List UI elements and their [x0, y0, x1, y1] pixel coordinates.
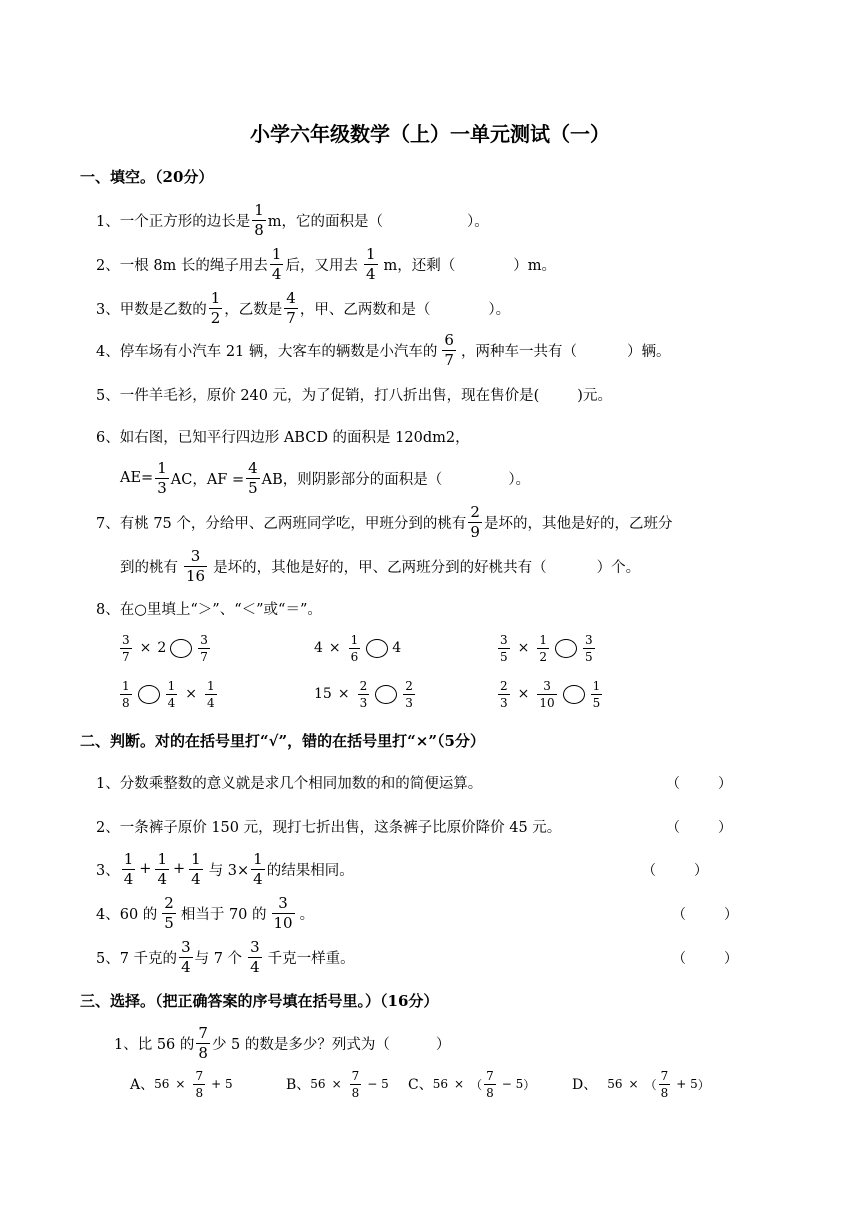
numerator: 1	[157, 849, 167, 868]
q-text: AB，则阴影部分的面积是（	[261, 471, 443, 488]
q-text: 是坏的，其他是好的，甲、乙两班分到的好桃共有（	[213, 559, 547, 576]
q-text: m，它的面积是（	[267, 213, 384, 230]
operand: + 5	[676, 1077, 698, 1091]
q-text: 相当于 70 的	[180, 906, 267, 923]
denominator: 8	[195, 1085, 204, 1100]
numerator: 1	[350, 632, 359, 647]
denominator: 4	[191, 869, 201, 888]
times-sign: ×	[185, 686, 198, 702]
denominator: 4	[250, 957, 260, 976]
compare-circle[interactable]	[563, 685, 585, 704]
question-1-8	[96, 588, 322, 628]
denominator: 5	[585, 649, 593, 664]
numerator: 1	[210, 288, 221, 307]
fraction	[189, 849, 203, 888]
numerator: 2	[164, 893, 174, 912]
q-text: 5、7 千克的	[96, 950, 178, 967]
section-2-header: 二、判断。对的在括号里打“√”，错的在括号里打“×”（5分）	[80, 732, 485, 750]
fraction	[442, 330, 456, 369]
fraction	[193, 1070, 205, 1099]
times-sign: ×	[331, 1077, 342, 1091]
fraction	[209, 288, 223, 327]
denominator: 4	[365, 264, 376, 283]
numerator: 1	[254, 200, 264, 219]
denominator: 4	[271, 264, 282, 283]
number: 2	[157, 640, 167, 656]
q-text: 与 7 个	[194, 950, 243, 967]
denominator: 5	[164, 913, 174, 932]
q-text: 千克一样重。	[267, 950, 355, 967]
denominator: 4	[167, 695, 176, 710]
times-sign: ×	[175, 1077, 186, 1091]
times-sign: ×	[139, 640, 152, 656]
fraction	[591, 680, 603, 709]
numerator: 1	[122, 678, 130, 693]
fraction	[184, 546, 207, 585]
paren-right: ）	[724, 907, 738, 923]
q-text: ）。	[488, 301, 511, 318]
question-1-6-cont	[120, 458, 530, 498]
q-text: ）个。	[596, 559, 641, 576]
compare-item	[118, 628, 212, 668]
denominator: 2	[539, 649, 548, 664]
denominator: 5	[248, 478, 258, 497]
denominator: 7	[286, 308, 296, 327]
numerator: 1	[123, 849, 134, 868]
q-text: 8、在○里填上“＞”、“＜”或“＝”。	[96, 601, 322, 618]
fraction	[284, 288, 298, 327]
option-label: B、	[286, 1077, 311, 1093]
fraction	[246, 458, 260, 497]
number: 56	[310, 1077, 326, 1091]
question-1-3	[96, 288, 510, 328]
option-b[interactable]	[286, 1064, 389, 1104]
denominator: 5	[592, 695, 601, 710]
paren-left: （	[642, 863, 656, 879]
option-label: D、	[572, 1077, 598, 1093]
numerator: 1	[271, 244, 282, 263]
judge-question-5	[96, 937, 355, 977]
denominator: 4	[181, 957, 191, 976]
denominator: 6	[350, 649, 359, 664]
fraction	[350, 1070, 362, 1099]
q-text: 1、分数乘整数的意义就是求几个相同加数的和的简便运算。	[96, 775, 483, 792]
fraction	[537, 634, 549, 663]
q-text: 7、有桃 75 个，分给甲、乙两班同学吃，甲班分到的桃有	[96, 515, 467, 532]
number: 15	[314, 686, 332, 702]
fraction	[155, 458, 169, 497]
page-title: 小学六年级数学（上）一单元测试（一）	[250, 122, 610, 146]
paren-left: （	[644, 1077, 657, 1092]
times-sign: ×	[517, 686, 530, 702]
numerator: 6	[444, 330, 454, 349]
operand: + 5	[211, 1077, 233, 1091]
denominator: 3	[359, 695, 368, 710]
number: 56	[432, 1077, 448, 1091]
fraction	[583, 634, 595, 663]
option-a[interactable]	[130, 1064, 233, 1104]
numerator: 3	[543, 678, 551, 693]
q-text: m，还剩（	[383, 257, 456, 274]
compare-item	[496, 674, 604, 714]
denominator: 10	[539, 695, 555, 710]
denominator: 7	[200, 649, 208, 664]
denominator: 4	[123, 869, 134, 888]
compare-item	[314, 674, 417, 714]
fraction	[122, 849, 136, 888]
question-1-7	[96, 502, 672, 542]
numerator: 3	[500, 632, 508, 647]
fraction	[484, 1070, 496, 1099]
plus-sign: +	[172, 861, 186, 877]
judge-question-1	[96, 762, 482, 802]
numerator: 1	[539, 632, 548, 647]
denominator: 4	[157, 869, 167, 888]
denominator: 4	[253, 869, 263, 888]
paren-right: ）	[718, 820, 732, 836]
number: 56	[154, 1077, 170, 1091]
paren-right: ）	[697, 1077, 710, 1092]
fraction	[162, 893, 176, 932]
denominator: 8	[486, 1085, 494, 1100]
judge-question-4	[96, 893, 314, 933]
times-sign: ×	[328, 640, 341, 656]
numerator: 1	[167, 678, 176, 693]
choice-question-1	[114, 1023, 450, 1063]
denominator: 7	[444, 350, 454, 369]
numerator: 3	[122, 632, 130, 647]
numerator: 3	[181, 937, 191, 956]
denominator: 3	[157, 478, 167, 497]
q-text: 是坏的，其他是好的，乙班分	[483, 515, 673, 532]
numerator: 2	[405, 678, 413, 693]
denominator: 9	[470, 522, 480, 541]
denominator: 4	[207, 695, 215, 710]
question-1-2	[96, 244, 556, 284]
fraction	[358, 680, 370, 709]
q-text: 4、60 的	[96, 906, 158, 923]
compare-item	[314, 628, 401, 668]
numerator: 1	[592, 678, 601, 693]
paren-left: （	[672, 951, 686, 967]
number: 4	[392, 640, 402, 656]
fraction	[248, 937, 262, 976]
section-1-header: 一、填空。（20分）	[80, 168, 214, 186]
plus-sign: +	[139, 861, 152, 877]
judge-answer-1[interactable]	[666, 773, 732, 793]
judge-answer-3[interactable]	[642, 860, 708, 880]
question-1-1	[96, 200, 489, 240]
q-text: ，甲、乙两数和是（	[299, 301, 431, 318]
judge-question-3	[96, 849, 354, 889]
judge-answer-4[interactable]	[672, 904, 738, 924]
numerator: 7	[198, 1023, 208, 1042]
q-text: 到的桃有	[120, 559, 178, 576]
numerator: 3	[278, 893, 288, 912]
q-text: 后，又用去	[285, 257, 358, 274]
q-text: )元。	[577, 387, 612, 404]
q-text: 与 3×	[208, 862, 250, 879]
denominator: 10	[273, 913, 293, 932]
fraction	[205, 680, 217, 709]
judge-question-2	[96, 806, 561, 846]
denominator: 3	[405, 695, 413, 710]
numerator: 1	[253, 849, 263, 868]
numerator: 7	[351, 1068, 360, 1083]
fraction	[364, 244, 378, 283]
fraction	[498, 634, 510, 663]
numerator: 1	[191, 849, 201, 868]
denominator: 2	[210, 308, 221, 327]
numerator: 7	[660, 1068, 669, 1083]
numerator: 7	[486, 1068, 494, 1083]
question-1-6	[96, 416, 470, 456]
question-1-5	[96, 374, 612, 414]
denominator: 5	[500, 649, 508, 664]
numerator: 1	[157, 458, 167, 477]
times-sign: ×	[337, 686, 350, 702]
q-text: 3、	[96, 862, 120, 879]
paren-left: （	[666, 820, 680, 836]
compare-circle[interactable]	[138, 685, 160, 704]
paren-right: ）	[724, 951, 738, 967]
denominator: 8	[122, 695, 130, 710]
paren-left: （	[666, 776, 680, 792]
q-text: ）。	[508, 471, 531, 488]
denominator: 8	[254, 220, 264, 239]
numerator: 7	[195, 1068, 204, 1083]
numerator: 4	[248, 458, 258, 477]
q-text: 。	[299, 906, 315, 923]
q-text: ）m。	[513, 257, 557, 274]
q-text: ）。	[467, 213, 489, 230]
question-1-4	[96, 330, 670, 370]
fraction	[155, 849, 169, 888]
fraction	[179, 937, 193, 976]
numerator: 3	[250, 937, 260, 956]
fraction	[272, 893, 295, 932]
operand: − 5	[367, 1077, 389, 1091]
numerator: 4	[286, 288, 296, 307]
times-sign: ×	[628, 1077, 639, 1091]
q-text: ，乙数是	[224, 301, 283, 318]
option-label: C、	[408, 1077, 433, 1093]
paren-right: ）	[718, 776, 732, 792]
option-label: A、	[130, 1077, 155, 1093]
denominator: 16	[186, 566, 206, 585]
q-text: 的结果相同。	[266, 862, 354, 879]
fraction	[468, 502, 482, 541]
fraction	[198, 634, 210, 663]
numerator: 1	[207, 678, 215, 693]
numerator: 2	[359, 678, 368, 693]
denominator: 8	[198, 1043, 208, 1062]
fraction	[196, 1023, 210, 1062]
q-text: ）	[435, 1036, 451, 1053]
q-text: AC，AF =	[170, 471, 245, 488]
q-text: 4、停车场有小汽车 21 辆，大客车的辆数是小汽车的	[96, 343, 438, 360]
judge-answer-5[interactable]	[672, 948, 738, 968]
paren-left: （	[672, 907, 686, 923]
fraction	[270, 244, 284, 283]
paren-left: （	[470, 1077, 483, 1092]
paren-right: ）	[694, 863, 708, 879]
q-text: 1、一个正方形的边长是	[96, 213, 251, 230]
numerator: 1	[365, 244, 376, 263]
number: 56	[607, 1077, 623, 1091]
paren-right: ）	[523, 1077, 536, 1092]
numerator: 2	[500, 678, 508, 693]
q-text: ，两种车一共有（	[460, 343, 577, 360]
compare-circle[interactable]	[375, 685, 397, 704]
compare-circle[interactable]	[366, 639, 388, 658]
q-text: AE=	[120, 470, 154, 486]
fraction	[252, 200, 266, 239]
q-text: 5、一件羊毛衫，原价 240 元，为了促销，打八折出售，现在售价是(	[96, 387, 540, 404]
q-text: 6、如右图，已知平行四边形 ABCD 的面积是 120dm2，	[96, 429, 470, 446]
numerator: 3	[200, 632, 208, 647]
denominator: 8	[660, 1085, 669, 1100]
times-sign: ×	[517, 640, 530, 656]
section-3-header: 三、选择。（把正确答案的序号填在括号里。）（16分）	[80, 992, 439, 1010]
option-d[interactable]	[572, 1064, 710, 1104]
fraction	[403, 680, 415, 709]
compare-item	[496, 628, 597, 668]
question-1-7-cont	[120, 546, 640, 586]
fraction	[537, 680, 556, 709]
q-text: 3、甲数是乙数的	[96, 301, 207, 318]
denominator: 8	[351, 1085, 360, 1100]
denominator: 3	[500, 695, 508, 710]
q-text: ）辆。	[626, 343, 671, 360]
fraction	[120, 680, 132, 709]
q-text: 2、一条裤子原价 150 元，现打七折出售，这条裤子比原价降价 45 元。	[96, 819, 562, 836]
operand: − 5	[501, 1077, 524, 1091]
compare-circle[interactable]	[170, 639, 192, 658]
numerator: 3	[190, 546, 201, 565]
times-sign: ×	[454, 1077, 465, 1091]
compare-circle[interactable]	[555, 639, 577, 658]
numerator: 3	[585, 632, 593, 647]
option-c[interactable]	[408, 1064, 535, 1104]
denominator: 7	[122, 649, 130, 664]
judge-answer-2[interactable]	[666, 817, 732, 837]
number: 4	[314, 640, 323, 656]
q-text: 1、比 56 的	[114, 1036, 195, 1053]
q-text: 少 5 的数是多少？列式为（	[211, 1036, 390, 1053]
q-text: 2、一根 8m 长的绳子用去	[96, 257, 268, 274]
fraction	[120, 634, 132, 663]
fraction	[166, 680, 178, 709]
fraction	[251, 849, 265, 888]
numerator: 2	[470, 502, 480, 521]
fraction	[498, 680, 510, 709]
fraction	[349, 634, 361, 663]
fraction	[659, 1070, 671, 1099]
compare-item	[118, 674, 219, 714]
